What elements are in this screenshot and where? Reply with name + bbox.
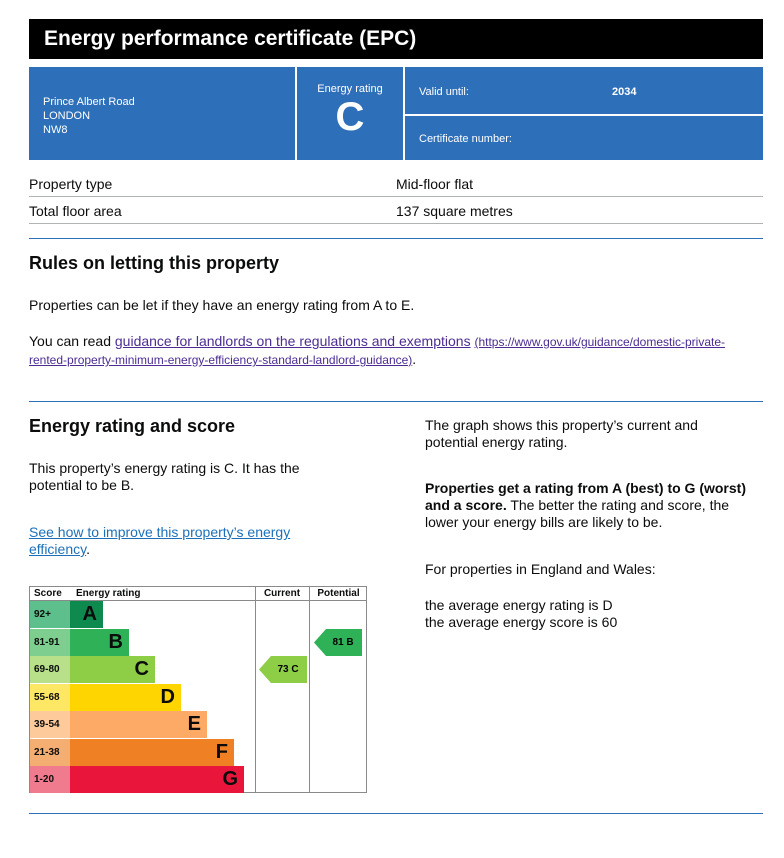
energy-rating-box [297, 67, 403, 160]
floor-area-label: Total floor area [29, 203, 122, 219]
energy-rating-value: C [335, 95, 365, 139]
floor-area-row [29, 197, 763, 224]
band-score-b: 81-91 [30, 629, 70, 656]
section-divider [29, 401, 763, 402]
average-rating: the average energy rating is D [425, 597, 613, 613]
band-bar-f: F [70, 739, 234, 766]
energy-rating-heading: Energy rating and score [29, 416, 236, 436]
valid-until-label: Valid until: [419, 86, 469, 98]
average-text [425, 597, 763, 631]
improve-paragraph [29, 524, 329, 558]
valid-until-value: 2034 [612, 86, 637, 98]
rating-paragraph: This property’s energy rating is C. It has the potential to be B. [29, 460, 300, 493]
score-column-header: Score [34, 588, 62, 599]
rating-explanation-bold: Properties get a rating from A (best) to G (worst) and a score. [425, 480, 746, 513]
band-score-d: 55-68 [30, 684, 70, 711]
band-bar-d: D [70, 684, 181, 711]
band-bar-b: B [70, 629, 129, 656]
certificate-number-label: Certificate number: [419, 133, 512, 145]
guidance-paragraph [29, 333, 763, 369]
landlord-guidance-url[interactable]: (https://www.gov.uk/guidance/domestic-private-rented-property-minimum-energy-efficiency-standard-landlord-guidance) [29, 335, 726, 367]
rating-column-header: Energy rating [76, 588, 141, 599]
improve-efficiency-link[interactable]: See how to improve this property’s energy efficiency [29, 524, 291, 557]
floor-area-value: 137 square metres [396, 203, 513, 219]
section-divider [29, 238, 763, 239]
address-line-1: Prince Albert Road [43, 96, 135, 108]
address-block [29, 67, 295, 160]
band-bar-g: G [70, 766, 244, 793]
property-type-label: Property type [29, 176, 113, 192]
potential-column-header: Potential [317, 588, 360, 599]
band-score-c: 69-80 [30, 656, 70, 683]
current-rating-label: 73 C [277, 664, 299, 675]
potential-rating-label: 81 B [332, 636, 354, 648]
rules-heading: Rules on letting this property [29, 253, 280, 273]
band-score-a: 92+ [30, 601, 70, 628]
rating-explanation-rest: The better the rating and score, the lower your energy bills are likely to be. [425, 497, 730, 530]
page-title: Energy performance certificate (EPC) [29, 19, 763, 59]
landlord-guidance-link[interactable]: guidance for landlords on the regulations and exemptions [114, 333, 471, 349]
property-type-row [29, 170, 763, 197]
band-score-g: 1-20 [30, 766, 70, 793]
address-line-2: LONDON [43, 110, 91, 122]
current-column-header: Current [263, 588, 301, 599]
band-bar-a: A [70, 601, 103, 628]
certificate-header [29, 67, 763, 160]
property-type-value: Mid-floor flat [396, 176, 474, 192]
energy-rating-chart [29, 586, 367, 793]
section-divider [29, 813, 763, 814]
address-line-3: NW8 [43, 124, 68, 136]
potential-column-divider [309, 587, 310, 792]
rating-explanation [425, 480, 763, 531]
band-bar-c: C [70, 656, 155, 683]
guidance-prefix: You can read [29, 333, 115, 349]
valid-until-box [405, 67, 763, 114]
england-wales-text: For properties in England and Wales: [425, 561, 656, 577]
band-bar-e: E [70, 711, 207, 738]
band-score-f: 21-38 [30, 739, 70, 766]
graph-description: The graph shows this property’s current and potential energy rating. [425, 417, 698, 450]
average-score: the average energy score is 60 [425, 614, 618, 630]
certificate-number-box [405, 116, 763, 160]
energy-rating-label: Energy rating [317, 83, 383, 95]
guidance-suffix: . [412, 351, 417, 367]
rules-paragraph: Properties can be let if they have an energy rating from A to E. [29, 297, 415, 313]
current-column-divider [255, 587, 256, 792]
improve-suffix: . [86, 541, 90, 557]
band-score-e: 39-54 [30, 711, 70, 738]
